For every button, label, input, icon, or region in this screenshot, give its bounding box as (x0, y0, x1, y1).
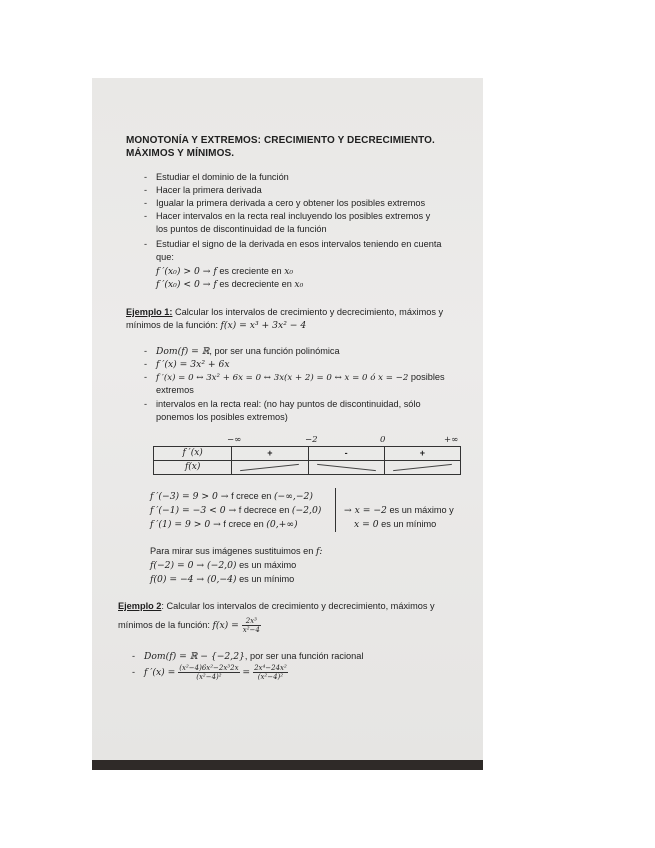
step-4-continued: los puntos de discontinuidad de la función (156, 224, 327, 234)
title-line-2: MÁXIMOS Y MÍNIMOS. (126, 148, 235, 159)
step-5: - Estudiar el signo de la derivada en esos intervalos teniendo en cuenta (144, 239, 442, 249)
example-1-statement-2: mínimos de la función: f(x) = x³ + 3x² − 4 (126, 320, 307, 331)
sign-interval-3: + (384, 447, 460, 461)
step-3: - Igualar la primera derivada a cero y obtener los posibles extremos (144, 198, 426, 208)
images-intro: Para mirar sus imágenes sustituimos en f: (150, 546, 323, 557)
point-neg-inf: −∞ (227, 435, 242, 445)
row-label-function: f(x) (154, 461, 232, 475)
derivative-fraction-1: $\frac{\text{(x²−4)6x²−2x³2x}}{\text{(x²−4)²}}$ (179, 664, 239, 681)
increasing-arrow-icon (240, 464, 299, 471)
image-min: f(0) = −4 → (0,−4) es un mínimo (150, 574, 295, 585)
ex2-domain: - Dom(f) = ℝ − {−2,2}, por ser una función racional (132, 651, 364, 662)
example-1-label: Ejemplo 1: (126, 307, 173, 317)
point-0: 0 (380, 435, 386, 445)
derivative-fraction-2: $\frac{\text{2x⁴−24x²}}{\text{(x²−4)²}}$ (254, 664, 287, 681)
rule-increasing: f ′(x₀) > 0 → f es creciente en x₀ (156, 266, 294, 277)
function-fraction: $\frac{\text{2x³}}{\text{x²−4}}$ (242, 617, 260, 634)
ex1-derivative: - f ′(x) = 3x² + 6x (144, 359, 230, 370)
point-pos-inf: +∞ (444, 435, 459, 445)
example-2-statement: Ejemplo 2: Calcular los intervalos de crecimiento y decrecimiento, máximos y (118, 601, 435, 611)
check-1: f ′(−3) = 9 > 0 → f crece en (−∞,−2) (150, 491, 313, 502)
example-2-label: Ejemplo 2 (118, 601, 162, 611)
sign-interval-1: + (232, 447, 308, 461)
sign-table (153, 446, 461, 475)
increasing-arrow-icon (393, 464, 452, 471)
ex2-derivative: - f ′(x) = $\frac{\text{(x²−4)6x²−2x³2x}}{\text{(x²−4)²}}$ = $\frac{\text{2x⁴−24x²}}{\text{(x²−4)²}}$ (132, 664, 287, 681)
step-1: - Estudiar el dominio de la función (144, 172, 289, 182)
check-2: f ′(−1) = −3 < 0 → f decrece en (−2,0) (150, 505, 322, 516)
worksheet-page (92, 78, 483, 760)
example-2-statement-2: mínimos de la función: f(x) = $\frac{\text{2x³}}{\text{x²−4}}$ (118, 617, 260, 634)
sign-interval-2: - (308, 447, 384, 461)
conclusion-max: → x = −2 es un máximo y (344, 505, 454, 516)
conclusion-min: x = 0 es un mínimo (354, 519, 437, 530)
check-3: f ′(1) = 9 > 0 → f crece en (0,+∞) (150, 519, 298, 530)
decreasing-arrow-icon (317, 464, 376, 471)
point-neg-2: −2 (305, 435, 318, 445)
example-1-statement: Ejemplo 1: Calcular los intervalos de crecimiento y decrecimiento, máximos y (126, 307, 444, 317)
ex1-domain: - Dom(f) = ℝ, por ser una función polinómica (144, 346, 340, 357)
step-2: - Hacer la primera derivada (144, 185, 262, 195)
ex1-zeros: - f ′(x) = 0 ↔ 3x² + 6x = 0 ↔ 3x(x + 2) = 0 ↔ x = 0 ó x = −2 posibles (144, 372, 445, 383)
rule-decreasing: f ′(x₀) < 0 → f es decreciente en x₀ (156, 279, 304, 290)
title-line-1: MONOTONÍA Y EXTREMOS: CRECIMIENTO Y DECRECIMIENTO. (126, 135, 435, 146)
trend-increasing-1 (232, 461, 308, 475)
table-surface (92, 760, 483, 770)
image-max: f(−2) = 0 → (−2,0) es un máximo (150, 560, 297, 571)
sign-table-row-derivative (154, 447, 461, 461)
row-label-derivative: f ′(x) (154, 447, 232, 461)
trend-increasing-2 (384, 461, 460, 475)
ex1-zeros-continued: extremos (156, 385, 194, 395)
step-5-continued: que: (156, 252, 174, 262)
ex1-intervals: - intervalos en la recta real: (no hay puntos de discontinuidad, sólo (144, 399, 421, 409)
document-photo (92, 78, 483, 770)
brace-divider (335, 488, 336, 532)
trend-decreasing (308, 461, 384, 475)
sign-table-row-function (154, 461, 461, 475)
ex1-intervals-continued: ponemos los posibles extremos) (156, 412, 288, 422)
step-4: - Hacer intervalos en la recta real incluyendo los posibles extremos y (144, 211, 431, 221)
